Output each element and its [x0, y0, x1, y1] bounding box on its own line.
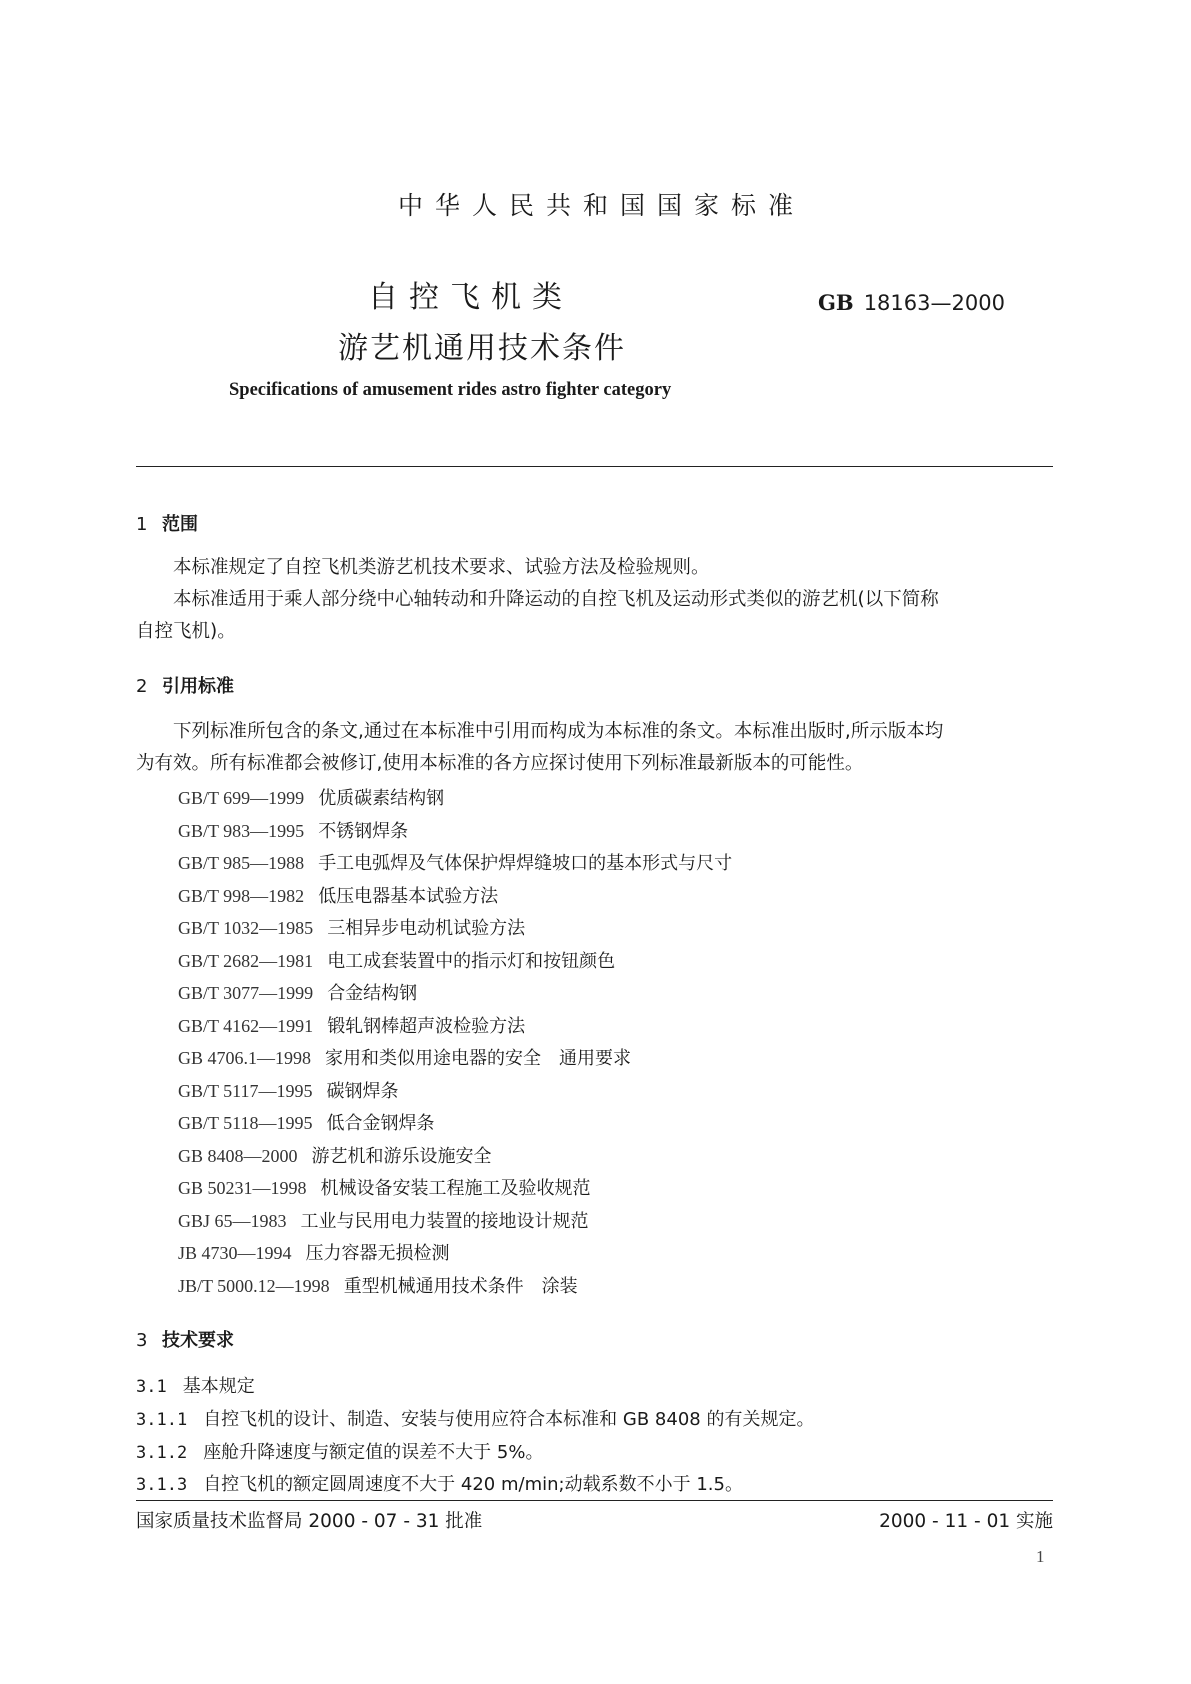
- reference-name: 机械设备安装工程施工及验收规范: [320, 1178, 591, 1199]
- clause-number: 3.1.3: [136, 1475, 188, 1495]
- reference-name: 低压电器基本试验方法: [318, 885, 499, 907]
- reference-item: [178, 1172, 732, 1205]
- reference-item: [178, 815, 732, 848]
- implementation-date: 2000 - 11 - 01 实施: [879, 1511, 1053, 1532]
- section-number: 1: [136, 514, 148, 535]
- clause-text: 座舱升降速度与额定值的误差不大于 5%。: [203, 1442, 544, 1463]
- paragraph: 下列标准所包含的条文,通过在本标准中引用而构成为本标准的条文。本标准出版时,所示版本均: [173, 721, 944, 742]
- reference-code: GB/T 3077—1999: [178, 983, 314, 1003]
- reference-code: GB 4706.1—1998: [178, 1048, 312, 1068]
- reference-item: [178, 945, 732, 978]
- standard-number: [818, 290, 1005, 315]
- title-line-1: 自控飞机类: [368, 280, 573, 315]
- reference-item: [178, 977, 732, 1010]
- reference-code: GB 8408—2000: [178, 1145, 298, 1166]
- section-3-heading: [136, 1326, 234, 1352]
- reference-item: [178, 1075, 732, 1108]
- clause-item: [136, 1470, 743, 1496]
- section-title: 引用标准: [162, 676, 234, 697]
- reference-code: JB 4730—1994: [178, 1243, 292, 1263]
- reference-code: GB/T 2682—1981: [178, 950, 314, 971]
- section-1-heading: [136, 510, 198, 536]
- paragraph: 本标准适用于乘人部分绕中心轴转动和升降运动的自控飞机及运动形式类似的游艺机(以下简称: [173, 589, 939, 610]
- reference-item: [178, 912, 732, 945]
- section-title: 技术要求: [162, 1330, 234, 1351]
- reference-item: [178, 1237, 732, 1270]
- paragraph: 本标准规定了自控飞机类游艺机技术要求、试验方法及检验规则。: [173, 557, 710, 578]
- reference-name: 优质碳素结构钢: [318, 788, 445, 809]
- page-number: 1: [1036, 1547, 1045, 1566]
- clause-item: [136, 1438, 543, 1464]
- approval-date: 国家质量技术监督局 2000 - 07 - 31 批准: [136, 1511, 483, 1532]
- reference-item: [178, 1205, 732, 1238]
- reference-name: 压力容器无损检测: [305, 1243, 450, 1264]
- reference-name: 工业与民用电力装置的接地设计规范: [300, 1210, 589, 1232]
- reference-code: GB/T 5117—1995: [178, 1080, 313, 1101]
- clause-text: 基本规定: [182, 1376, 255, 1397]
- reference-code: GB/T 699—1999: [178, 788, 305, 808]
- reference-code: GB/T 5118—1995: [178, 1113, 313, 1133]
- reference-name: 三相异步电动机试验方法: [327, 918, 526, 939]
- reference-name: 重型机械通用技术条件 涂装: [343, 1275, 578, 1297]
- clause-number: 3.1: [136, 1377, 167, 1397]
- section-2-intro: [136, 716, 1056, 780]
- gb-number: 18163—2000: [863, 291, 1005, 315]
- header-divider: [136, 466, 1053, 467]
- english-title: Specifications of amusement rides astro fighter category: [229, 380, 672, 400]
- section-title: 范围: [162, 514, 198, 535]
- paragraph-continuation: 自控飞机)。: [136, 621, 236, 642]
- reference-item: [178, 1270, 732, 1303]
- reference-code: JB/T 5000.12—1998: [178, 1275, 330, 1296]
- section-number: 3: [136, 1330, 148, 1351]
- clause-number: 3.1.1: [136, 1410, 188, 1430]
- footer-divider: [136, 1500, 1053, 1501]
- reference-name: 低合金钢焊条: [326, 1113, 435, 1134]
- reference-name: 不锈钢焊条: [318, 820, 409, 842]
- clause-text: 自控飞机的设计、制造、安装与使用应符合本标准和 GB 8408 的有关规定。: [203, 1409, 815, 1430]
- reference-code: GB/T 985—1988: [178, 853, 305, 873]
- clause-item: [136, 1405, 814, 1431]
- reference-item: [178, 847, 732, 880]
- section-number: 2: [136, 676, 148, 697]
- section-2-heading: [136, 672, 234, 698]
- clause-text: 自控飞机的额定圆周速度不大于 420 m/min;动载系数不小于 1.5。: [203, 1474, 743, 1495]
- reference-item: [178, 1042, 732, 1075]
- clause-item: [136, 1372, 255, 1398]
- reference-code: GB/T 4162—1991: [178, 1015, 314, 1036]
- reference-item: [178, 782, 732, 815]
- clause-number: 3.1.2: [136, 1443, 188, 1463]
- title-line-2: 游艺机通用技术条件: [338, 331, 626, 366]
- reference-code: GB/T 998—1982: [178, 885, 305, 906]
- reference-list: [178, 782, 732, 1302]
- reference-code: GB 50231—1998: [178, 1178, 307, 1198]
- reference-name: 合金结构钢: [327, 983, 418, 1004]
- reference-name: 游艺机和游乐设施安全: [311, 1145, 492, 1167]
- reference-item: [178, 1010, 732, 1043]
- section-1-body: [136, 552, 1056, 648]
- gb-prefix: GB: [818, 290, 854, 315]
- reference-name: 手工电弧焊及气体保护焊焊缝坡口的基本形式与尺寸: [318, 853, 733, 874]
- reference-code: GBJ 65—1983: [178, 1210, 287, 1231]
- reference-name: 锻轧钢棒超声波检验方法: [327, 1015, 526, 1037]
- reference-item: [178, 1140, 732, 1173]
- reference-item: [178, 1107, 732, 1140]
- reference-name: 家用和类似用途电器的安全 通用要求: [325, 1048, 632, 1069]
- reference-code: GB/T 1032—1985: [178, 918, 314, 938]
- national-standard-heading: 中华人民共和国国家标准: [397, 191, 805, 220]
- reference-code: GB/T 983—1995: [178, 820, 305, 841]
- reference-name: 电工成套装置中的指示灯和按钮颜色: [327, 950, 616, 972]
- reference-item: [178, 880, 732, 913]
- reference-name: 碳钢焊条: [326, 1080, 399, 1102]
- paragraph-continuation: 为有效。所有标准都会被修订,使用本标准的各方应探讨使用下列标准最新版本的可能性。: [136, 753, 864, 774]
